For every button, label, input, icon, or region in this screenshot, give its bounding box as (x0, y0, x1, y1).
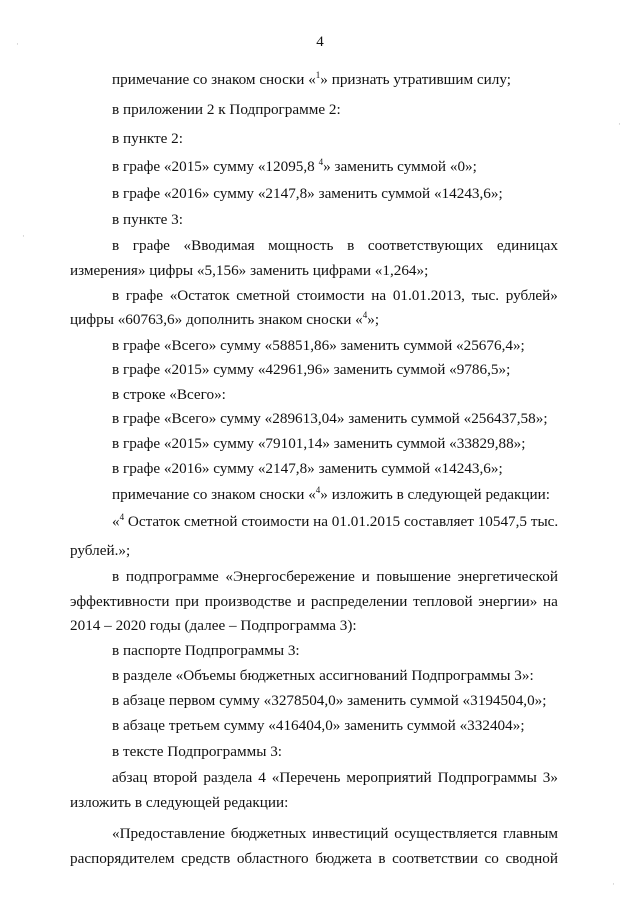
footnote-mark: 4 (362, 309, 368, 320)
line-20 (112, 567, 558, 586)
line-28 (112, 768, 558, 787)
page-number: 4 (316, 34, 324, 50)
line-16: в графе «2016» сумму «2147,8» заменить суммой «14243,6»; (112, 460, 503, 477)
scan-mark: · (16, 40, 19, 50)
line-6: в пункте 3: (112, 211, 183, 228)
word: 01.01.2013, (392, 287, 465, 304)
word: соответствующих (367, 237, 484, 254)
word: при (175, 593, 200, 610)
word: со (484, 850, 499, 867)
word: в (378, 850, 386, 867)
line-22: 2014 – 2020 годы (далее – Подпрограмма 3): (70, 617, 357, 634)
word: бюджетных (230, 825, 307, 842)
line-25: в абзаце первом сумму «3278504,0» заменить суммой «3194504,0»; (112, 692, 547, 709)
word: «Энергосбережение (225, 568, 355, 585)
line-3: в пункте 2: (112, 130, 183, 147)
line-10 (70, 310, 379, 329)
word: энергетической (457, 568, 558, 585)
word: стоимости (296, 287, 365, 304)
word: главным (503, 825, 558, 842)
line-15: в графе «2015» сумму «79101,14» заменить суммой «33829,88»; (112, 435, 526, 452)
word: Подпрограммы (437, 769, 537, 786)
line-30 (112, 824, 558, 843)
text: в графе «2015» сумму «12095,8 (112, 158, 319, 175)
word: единицах (496, 237, 558, 254)
line-5: в графе «2016» сумму «2147,8» заменить суммой «14243,6»; (112, 185, 503, 202)
word: и (297, 593, 306, 610)
line-17 (112, 485, 550, 504)
word: «Вводимая (183, 237, 255, 254)
line-19: рублей.»; (70, 542, 131, 559)
word: на (371, 287, 387, 304)
word: повышение (376, 568, 451, 585)
text: цифры «60763,6» дополнить знаком сноски « (70, 311, 363, 328)
word: раздела (203, 769, 253, 786)
word: энергии» (478, 593, 538, 610)
word: в (112, 568, 120, 585)
line-23: в паспорте Подпрограммы 3: (112, 642, 300, 659)
line-31 (70, 849, 558, 868)
footnote-mark: 4 (119, 511, 125, 522)
line-2: в приложении 2 к Подпрограмме 2: (112, 101, 341, 118)
word: тепловой (413, 593, 473, 610)
line-11: в графе «Всего» сумму «58851,86» заменить суммой «25676,4»; (112, 337, 525, 354)
text: »; (367, 311, 380, 328)
word: на (543, 593, 558, 610)
word: сводной (505, 850, 558, 867)
word: областного (236, 850, 309, 867)
scan-mark: · (22, 232, 25, 242)
line-21 (70, 592, 558, 611)
word: абзац (112, 769, 148, 786)
word: распределении (310, 593, 408, 610)
line-13: в строке «Всего»: (112, 386, 226, 403)
word: «Остаток (169, 287, 230, 304)
word: второй (153, 769, 198, 786)
line-8: измерения» цифры «5,156» заменить цифрами «1,264»; (70, 262, 429, 279)
line-4 (112, 157, 477, 176)
line-24: в разделе «Объемы бюджетных ассигнований Подпрограммы 3»: (112, 667, 534, 684)
word: инвестиций (312, 825, 389, 842)
line-1 (112, 70, 511, 89)
word: 3» (542, 769, 558, 786)
text: » заменить суммой «0»; (323, 158, 477, 175)
line-9 (112, 286, 558, 305)
text: » изложить в следующей редакции: (320, 486, 551, 503)
word: распорядителем (70, 850, 175, 867)
word: эффективности (70, 593, 170, 610)
word: средств (181, 850, 231, 867)
word: осуществляется (394, 825, 498, 842)
line-27: в тексте Подпрограммы 3: (112, 743, 283, 760)
text: Остаток сметной стоимости на 01.01.2015 составляет 10547,5 тыс. (124, 513, 559, 530)
word: бюджета (315, 850, 372, 867)
line-29: изложить в следующей редакции: (70, 794, 289, 811)
text: » признать утратившим силу; (320, 71, 511, 88)
word: рублей» (505, 287, 558, 304)
word: графе (132, 237, 170, 254)
word: в (347, 237, 355, 254)
word: производстве (204, 593, 292, 610)
word: сметной (236, 287, 290, 304)
word: «Предоставление (112, 825, 225, 842)
word: мощность (268, 237, 334, 254)
footnote-mark: 1 (315, 69, 321, 80)
line-18 (112, 512, 558, 531)
text: примечание со знаком сноски « (112, 486, 316, 503)
word: «Перечень (271, 769, 341, 786)
word: мероприятий (346, 769, 432, 786)
text: примечание со знаком сноски « (112, 71, 316, 88)
footnote-mark: 4 (318, 156, 324, 167)
word: 4 (258, 769, 266, 786)
line-7 (112, 236, 558, 255)
scan-mark: · (618, 120, 621, 130)
line-12: в графе «2015» сумму «42961,96» заменить суммой «9786,5»; (112, 361, 511, 378)
word: в (112, 237, 120, 254)
word: и (361, 568, 370, 585)
line-14: в графе «Всего» сумму «289613,04» заменить суммой «256437,58»; (112, 410, 548, 427)
scan-mark: · (612, 880, 615, 890)
footnote-mark: 4 (315, 484, 321, 495)
word: подпрограмме (125, 568, 219, 585)
word: графе (125, 287, 164, 304)
word: в (112, 287, 120, 304)
word: тыс. (471, 287, 500, 304)
word: соответствии (392, 850, 478, 867)
text: « (112, 513, 120, 530)
line-26: в абзаце третьем сумму «416404,0» заменить суммой «332404»; (112, 717, 525, 734)
